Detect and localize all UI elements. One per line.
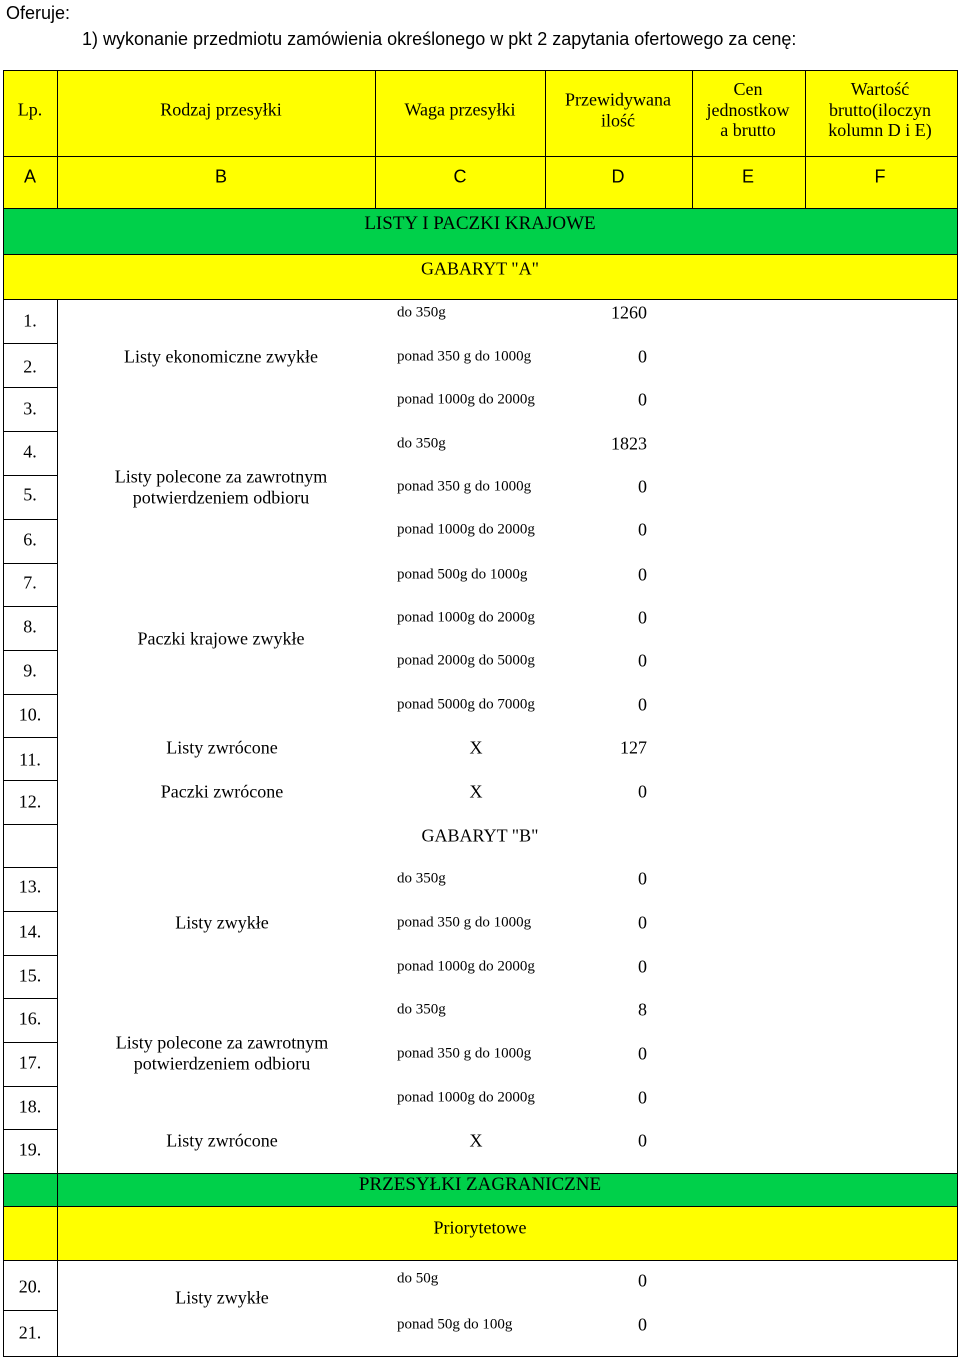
table-border-right: [957, 70, 958, 1357]
row-lp: 20.: [18, 1276, 42, 1297]
price-table: [3, 70, 957, 1356]
row-lp: 2.: [23, 356, 37, 377]
section-priorytetowe: Priorytetowe: [433, 1217, 527, 1238]
row-ilosc: 0: [638, 346, 647, 367]
row-waga: ponad 2000g do 5000g: [397, 652, 535, 669]
group-polecone-a: Listy polecone za zawrotnym potwierdzeniem odbioru: [114, 466, 328, 507]
column-letter-c: C: [453, 166, 467, 187]
header-column-divider: [545, 70, 546, 209]
group-zwrocone-a: Listy zwrócone: [166, 737, 278, 758]
intro-item: 1) wykonanie przedmiotu zamówienia określonego w pkt 2 zapytania ofertowego za cenę:: [82, 29, 797, 49]
lp-row-divider: [3, 431, 58, 432]
row-waga: X: [469, 1130, 483, 1151]
row-ilosc: 8: [638, 999, 647, 1020]
column-letter-d: D: [611, 166, 625, 187]
row-lp: 10.: [18, 704, 42, 725]
row-lp: 13.: [18, 876, 42, 897]
row-ilosc: 0: [638, 650, 647, 671]
lp-row-divider: [3, 343, 58, 344]
header-rodzaj: Rodzaj przesyłki: [160, 99, 282, 120]
lp-row-divider: [3, 563, 58, 564]
lp-row-divider: [3, 519, 58, 520]
lp-row-divider: [3, 1129, 58, 1130]
row-lp: 19.: [18, 1139, 42, 1160]
row-waga: ponad 350 g do 1000g: [397, 478, 532, 495]
intro-title: Oferuje:: [6, 3, 71, 23]
row-waga: ponad 1000g do 2000g: [397, 958, 535, 975]
row-ilosc: 0: [638, 1087, 647, 1108]
lp-row-divider: [3, 387, 58, 388]
row-waga: do 350g: [397, 1001, 446, 1018]
lp-row-divider: [3, 1310, 58, 1311]
letters-divider: [3, 208, 958, 209]
row-lp: 21.: [18, 1322, 42, 1343]
row-waga: ponad 1000g do 2000g: [397, 609, 535, 626]
row-ilosc: 0: [638, 1314, 647, 1335]
group-zwykle-z: Listy zwykłe: [175, 1287, 269, 1308]
row-ilosc: 127: [620, 737, 647, 758]
header-column-divider: [692, 70, 693, 209]
lp-row-divider: [3, 955, 58, 956]
row-lp: 15.: [18, 965, 42, 986]
row-lp: 17.: [18, 1052, 42, 1073]
row-ilosc: 0: [638, 1270, 647, 1291]
row-ilosc: 0: [638, 694, 647, 715]
header-lp: Lp.: [17, 99, 43, 120]
row-waga: ponad 1000g do 2000g: [397, 1089, 535, 1106]
row-lp: 9.: [23, 660, 37, 681]
column-letter-f: F: [874, 166, 886, 187]
lp-row-divider: [3, 998, 58, 999]
row-waga: ponad 1000g do 2000g: [397, 391, 535, 408]
row-ilosc: 0: [638, 1043, 647, 1064]
section-divider: [3, 299, 958, 300]
lp-row-divider: [3, 824, 58, 825]
row-waga: X: [469, 737, 483, 758]
row-waga: ponad 350 g do 1000g: [397, 914, 532, 931]
row-ilosc: 0: [638, 476, 647, 497]
section-divider: [3, 1206, 958, 1207]
intro: [6, 0, 796, 52]
row-ilosc: 0: [638, 607, 647, 628]
row-lp: 8.: [23, 616, 37, 637]
column-letter-b: B: [214, 166, 228, 187]
row-waga: ponad 5000g do 7000g: [397, 696, 535, 713]
lp-row-divider: [3, 606, 58, 607]
row-lp: 6.: [23, 529, 37, 550]
group-paczki-krajowe: Paczki krajowe zwykłe: [137, 628, 305, 649]
header-cena: Cen jednostkow a brutto: [706, 78, 790, 141]
section-zagraniczne: PRZESYŁKI ZAGRANICZNE: [358, 1174, 602, 1196]
row-waga: do 350g: [397, 304, 446, 321]
row-lp: 4.: [23, 441, 37, 462]
header-ilosc: Przewidywana ilość: [565, 89, 671, 130]
row-waga: ponad 500g do 1000g: [397, 566, 528, 583]
row-ilosc: 0: [638, 956, 647, 977]
row-ilosc: 0: [638, 912, 647, 933]
header-wartosc: Wartość brutto(iloczyn kolumn D i E): [828, 78, 932, 141]
lp-row-divider: [3, 867, 58, 868]
row-ilosc: 0: [638, 564, 647, 585]
header-column-divider: [375, 70, 376, 209]
row-ilosc: 1260: [611, 302, 647, 323]
row-waga: X: [469, 781, 483, 802]
row-ilosc: 1823: [611, 433, 647, 454]
row-lp: 7.: [23, 572, 37, 593]
lp-row-divider: [3, 694, 58, 695]
table-border-left: [3, 70, 4, 1357]
row-ilosc: 0: [638, 781, 647, 802]
group-paczki-zwrocone: Paczki zwrócone: [160, 781, 284, 802]
group-polecone-b: Listy polecone za zawrotnym potwierdzeniem odbioru: [115, 1032, 329, 1073]
section-divider: [3, 1260, 958, 1261]
row-lp: 1.: [23, 310, 37, 331]
row-ilosc: 0: [638, 1130, 647, 1151]
row-waga: ponad 350 g do 1000g: [397, 348, 532, 365]
table-border-top: [3, 70, 958, 71]
row-waga: do 350g: [397, 435, 446, 452]
section-krajowe: LISTY I PACZKI KRAJOWE: [364, 213, 596, 235]
row-waga: ponad 50g do 100g: [397, 1316, 513, 1333]
row-lp: 5.: [23, 484, 37, 505]
lp-row-divider: [3, 1086, 58, 1087]
row-waga: do 350g: [397, 870, 446, 887]
group-zwrocone-b: Listy zwrócone: [166, 1130, 278, 1151]
lp-row-divider: [3, 911, 58, 912]
row-ilosc: 0: [638, 389, 647, 410]
column-letter-e: E: [741, 166, 755, 187]
section-gabaryt-b: GABARYT "B": [421, 825, 539, 846]
row-lp: 3.: [23, 398, 37, 419]
row-waga: ponad 350 g do 1000g: [397, 1045, 532, 1062]
row-waga: do 50g: [397, 1270, 439, 1287]
row-lp: 18.: [18, 1096, 42, 1117]
section-divider: [3, 254, 958, 255]
header-waga: Waga przesyłki: [404, 99, 516, 120]
lp-row-divider: [3, 1260, 58, 1261]
section-gabaryt-a: GABARYT "A": [421, 258, 539, 279]
header-divider: [3, 156, 958, 157]
group-ekonomiczne: Listy ekonomiczne zwykłe: [124, 346, 318, 367]
row-ilosc: 0: [638, 868, 647, 889]
lp-row-divider: [3, 475, 58, 476]
row-ilosc: 0: [638, 519, 647, 540]
row-lp: 12.: [18, 791, 42, 812]
header-column-divider: [805, 70, 806, 209]
group-zwykle-b: Listy zwykłe: [175, 912, 269, 933]
row-lp: 11.: [19, 749, 41, 770]
column-letter-a: A: [23, 166, 37, 187]
row-lp: 16.: [18, 1008, 42, 1029]
row-waga: ponad 1000g do 2000g: [397, 521, 535, 538]
table-border-bottom: [3, 1356, 958, 1357]
lp-row-divider: [3, 737, 58, 738]
lp-row-divider: [3, 650, 58, 651]
header-column-divider: [57, 70, 58, 209]
letter-row-bg: [3, 156, 957, 208]
lp-row-divider: [3, 1042, 58, 1043]
lp-column-divider: [57, 299, 58, 1357]
row-lp: 14.: [18, 921, 42, 942]
lp-row-divider: [3, 780, 58, 781]
